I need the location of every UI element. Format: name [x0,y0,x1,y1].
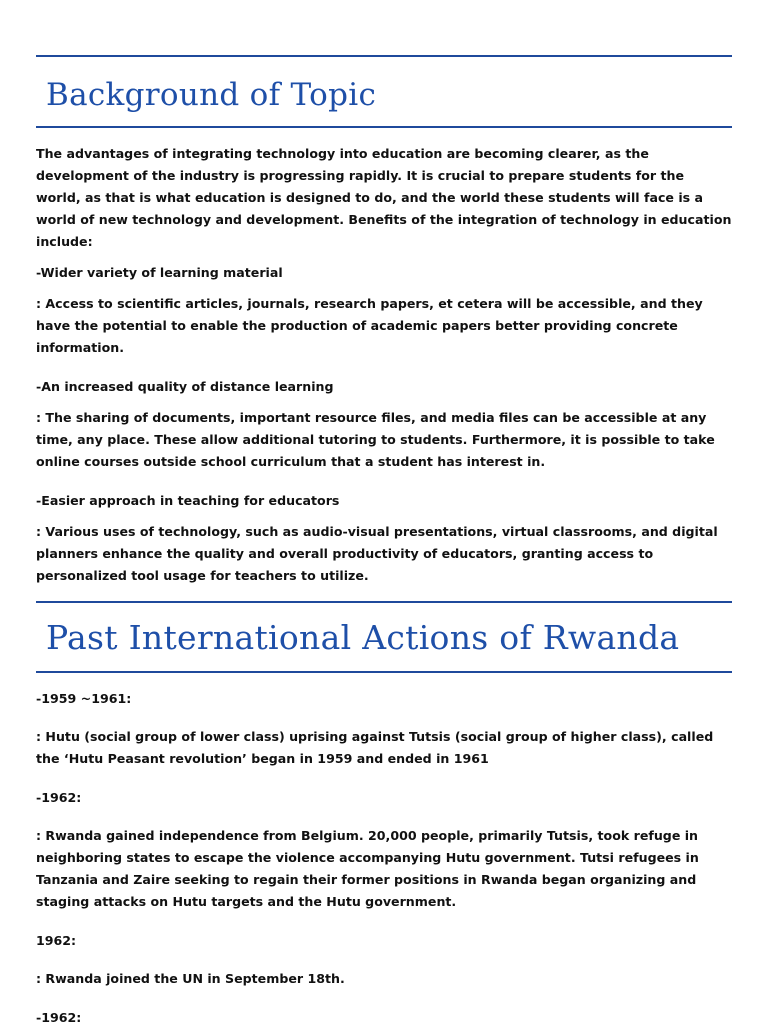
benefit-title-1: -Wider variety of learning material [36,265,283,280]
timeline-date-3: 1962: [36,933,77,948]
benefit-desc-2: : The sharing of documents, important resource files, and media files can be accessible at any time, any place. These allow additional tutoring to students. Furthermore, it is possible to take online courses outside school curriculum that a student has interest in. [36,410,715,469]
benefit-title-3: -Easier approach in teaching for educators [36,493,340,508]
section2-top-rule [36,601,732,603]
benefit-title-2: -An increased quality of distance learning [36,379,334,394]
section2-underline-rule [36,671,732,673]
benefit-desc-1: : Access to scientific articles, journals, research papers, et cetera will be accessible, and they have the potential to enable the production of academic papers better providing concrete information. [36,296,703,355]
intro-paragraph: The advantages of integrating technology into education are becoming clearer, as the development of the industry is progressing rapidly. It is crucial to prepare students for the world, as that is what education is designed to do, and the world these students will face is a world of new technology and development. Benefits of the integration of technology in education include: [36,146,732,249]
timeline-date-2: -1962: [36,790,82,805]
timeline-date-4: -1962: [36,1010,82,1025]
section-heading-rwanda: Past International Actions of Rwanda [46,618,680,657]
timeline-desc-3: : Rwanda joined the UN in September 18th. [36,971,345,986]
timeline-desc-1: : Hutu (social group of lower class) uprising against Tutsis (social group of higher class), called the ‘Hutu Peasant revolution’ began in 1959 and ended in 1961 [36,729,714,766]
heading-underline-rule [36,126,732,128]
timeline-desc-2: : Rwanda gained independence from Belgium. 20,000 people, primarily Tutsis, took refuge in neighboring states to escape the violence accompanying Hutu government. Tutsi refugees in Tanzania and Zaire seeking to regain their former positions in Rwanda began organizing and staging attacks on Hutu targets and the Hutu government. [36,828,699,909]
top-rule [36,55,732,57]
document-page [36,0,732,1029]
section-heading-background: Background of Topic [46,77,377,113]
timeline-date-1: -1959 ~1961: [36,691,132,706]
benefit-desc-3: : Various uses of technology, such as audio-visual presentations, virtual classrooms, and digital planners enhance the quality and overall productivity of educators, granting access to personalized tool usage for teachers to utilize. [36,524,718,583]
